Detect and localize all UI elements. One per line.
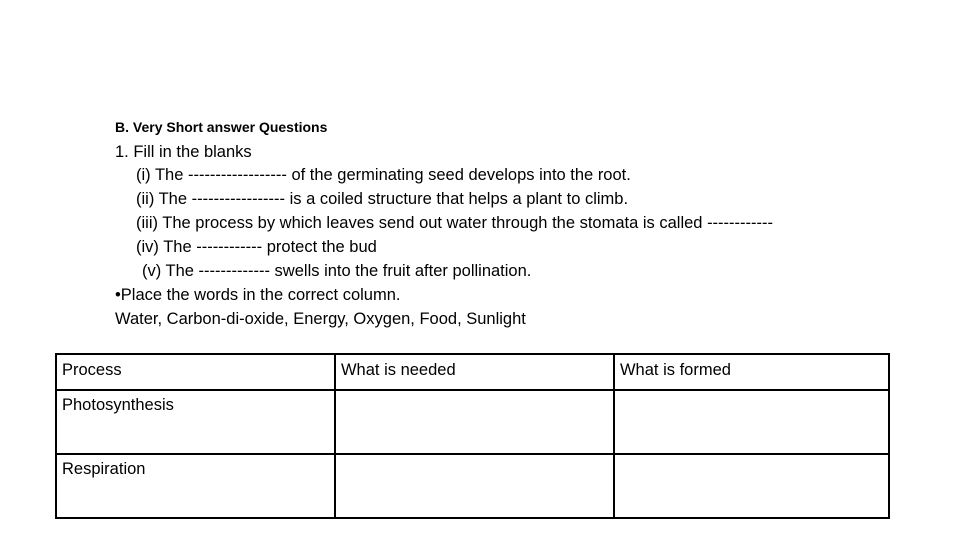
question-title: 1. Fill in the blanks (115, 143, 252, 161)
blank-item-4: (iv) The ------------ protect the bud (136, 238, 377, 256)
cell-formed (614, 454, 889, 518)
blank-item-1: (i) The ------------------ of the germinating seed develops into the root. (136, 166, 631, 184)
cell-formed (614, 390, 889, 454)
header-what-is-needed: What is needed (335, 354, 614, 390)
cell-needed (335, 390, 614, 454)
table-row (56, 390, 889, 454)
classification-table (55, 353, 890, 519)
table-row (56, 454, 889, 518)
header-process: Process (56, 354, 335, 390)
blank-item-2: (ii) The ----------------- is a coiled structure that helps a plant to climb. (136, 190, 629, 208)
blank-item-3: (iii) The process by which leaves send out water through the stomata is called ------------ (136, 214, 773, 232)
table-header-row (56, 354, 889, 390)
instruction-text: •Place the words in the correct column. (115, 286, 401, 304)
cell-process: Respiration (56, 454, 335, 518)
section-heading: B. Very Short answer Questions (115, 119, 328, 135)
blank-item-5: (v) The ------------- swells into the fruit after pollination. (142, 262, 532, 280)
header-what-is-formed: What is formed (614, 354, 889, 390)
cell-process: Photosynthesis (56, 390, 335, 454)
word-bank: Water, Carbon-di-oxide, Energy, Oxygen, Food, Sunlight (115, 310, 526, 328)
cell-needed (335, 454, 614, 518)
